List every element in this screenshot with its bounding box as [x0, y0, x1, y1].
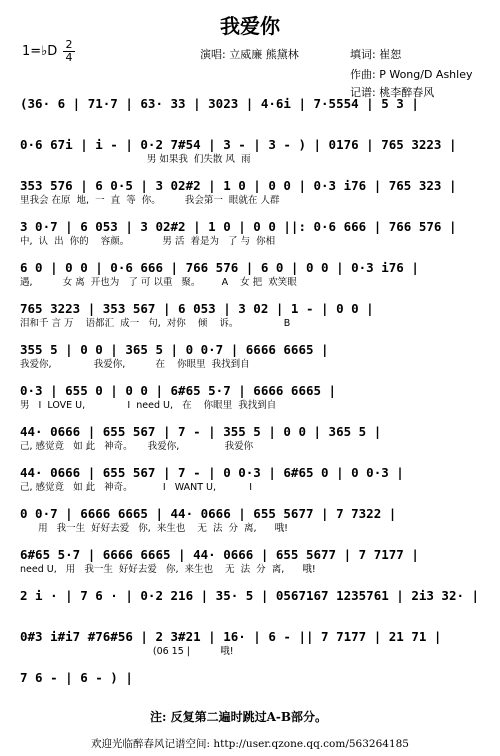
notation-line — [20, 342, 480, 382]
lyric-row: 遇, 女 离 开也为 了 可 以重 聚。 A 女 把 欢笑眼 — [20, 277, 297, 288]
note-row: 6#65 5·7 | 6666 6665 | 44· 0666 | 655 5677 | 7 7177 | — [20, 547, 419, 562]
note-row: 355 5 | 0 0 | 365 5 | 0 0·7 | 6666 6665 | — [20, 342, 329, 357]
credit-lyricist: 填词: 崔恕 — [350, 48, 402, 61]
note-row: 44· 0666 | 655 567 | 7 - | 0 0·3 | 6#65 0 | 0 0·3 | — [20, 465, 404, 480]
notation-line — [20, 629, 480, 669]
notation-line — [20, 547, 480, 587]
time-signature-top: 2 — [65, 38, 73, 51]
notation-line — [20, 219, 480, 259]
credit-singers: 演唱: 立威廉 熊黛林 — [200, 48, 299, 61]
note-row: 0·6 67i | i - | 0·2 7#54 | 3 - | 3 - ) | 0176 | 765 3223 | — [20, 137, 457, 152]
note-row: 0·3 | 655 0 | 0 0 | 6#65 5·7 | 6666 6665 | — [20, 383, 337, 398]
notation-line — [20, 670, 480, 710]
credit-composer: 作曲: P Wong/D Ashley — [350, 68, 473, 81]
notation-line — [20, 424, 480, 464]
notation-line — [20, 260, 480, 300]
note-row: 2 i · | 7 6 · | 0·2 216 | 35· 5 | 0567167 1235761 | 2i3 32· | — [20, 588, 480, 603]
key-signature: 1=♭D — [22, 44, 58, 59]
lyric-row: 男 如果我 们失散 风 雨 — [20, 154, 251, 165]
note-row: 6 0 | 0 0 | 0·6 666 | 766 576 | 6 0 | 0 0 | 0·3 i76 | — [20, 260, 419, 275]
notation-line — [20, 383, 480, 423]
notation-line — [20, 96, 480, 136]
notation-line — [20, 178, 480, 218]
note-row: 765 3223 | 353 567 | 6 053 | 3 02 | 1 - | 0 0 | — [20, 301, 374, 316]
footnote: 注: 反复第二遍时跳过A-B部分。 — [150, 710, 328, 724]
note-row: 353 576 | 6 0·5 | 3 02#2 | 1 0 | 0 0 | 0·3 i76 | 765 323 | — [20, 178, 457, 193]
time-signature — [63, 40, 75, 63]
notation-line — [20, 506, 480, 546]
time-signature-bottom: 4 — [65, 51, 73, 64]
notation-line — [20, 465, 480, 505]
lyric-row: need U, 用 我一生 好好去爱 你, 来生也 无 法 分 离, 哦! — [20, 564, 316, 575]
note-row: 44· 0666 | 655 567 | 7 - | 355 5 | 0 0 | 365 5 | — [20, 424, 382, 439]
footer-url-line: 欢迎光临醉春风记谱空间: http://user.qzone.qq.com/563264185 — [91, 738, 409, 750]
lyric-row: 中, 认 出 你的 容颜。 男 活 着是为 了 与 你相 — [20, 236, 276, 247]
note-row: 0#3 i#i7 #76#56 | 2 3#21 | 16· | 6 - || 7 7177 | 21 71 | — [20, 629, 442, 644]
lyric-row: 我爱你, 我爱你, 在 你眼里 我找到自 — [20, 359, 250, 370]
notation-line — [20, 137, 480, 177]
notation-line — [20, 301, 480, 341]
lyric-row: 用 我一生 好好去爱 你, 来生也 无 法 分 离, 哦! — [20, 523, 288, 534]
note-row: 3 0·7 | 6 053 | 3 02#2 | 1 0 | 0 0 ||: 0·6 666 | 766 576 | — [20, 219, 457, 234]
lyric-row: 己, 感觉竟 如 此 神奇。 I WANT U, I — [20, 482, 253, 493]
lyric-row: 里我会 在原 地, 一 直 等 你。 我会第一 眼就在 人群 — [20, 195, 280, 206]
credit-transcriber: 记谱: 桃李醉春风 — [350, 86, 435, 99]
note-row: 0 0·7 | 6666 6665 | 44· 0666 | 655 5677 | 7 7322 | — [20, 506, 397, 521]
note-row: (36· 6 | 71·7 | 63· 33 | 3023 | 4·6i | 7·5554 | 5 3 | — [20, 96, 419, 111]
lyric-row: 泪和千 言 万 语都汇 成一 句, 对你 倾 诉。 B — [20, 318, 291, 329]
lyric-row: (06 15 | 哦! — [20, 646, 234, 657]
notation-line — [20, 588, 480, 628]
lyric-row: 己, 感觉竟 如 此 神奇。 我爱你, 我爱你 — [20, 441, 254, 452]
song-title: 我爱你 — [220, 14, 280, 38]
lyric-row: 男 I LOVE U, I need U, 在 你眼里 我找到自 — [20, 400, 277, 411]
note-row: 7 6 - | 6 - ) | — [20, 670, 133, 685]
